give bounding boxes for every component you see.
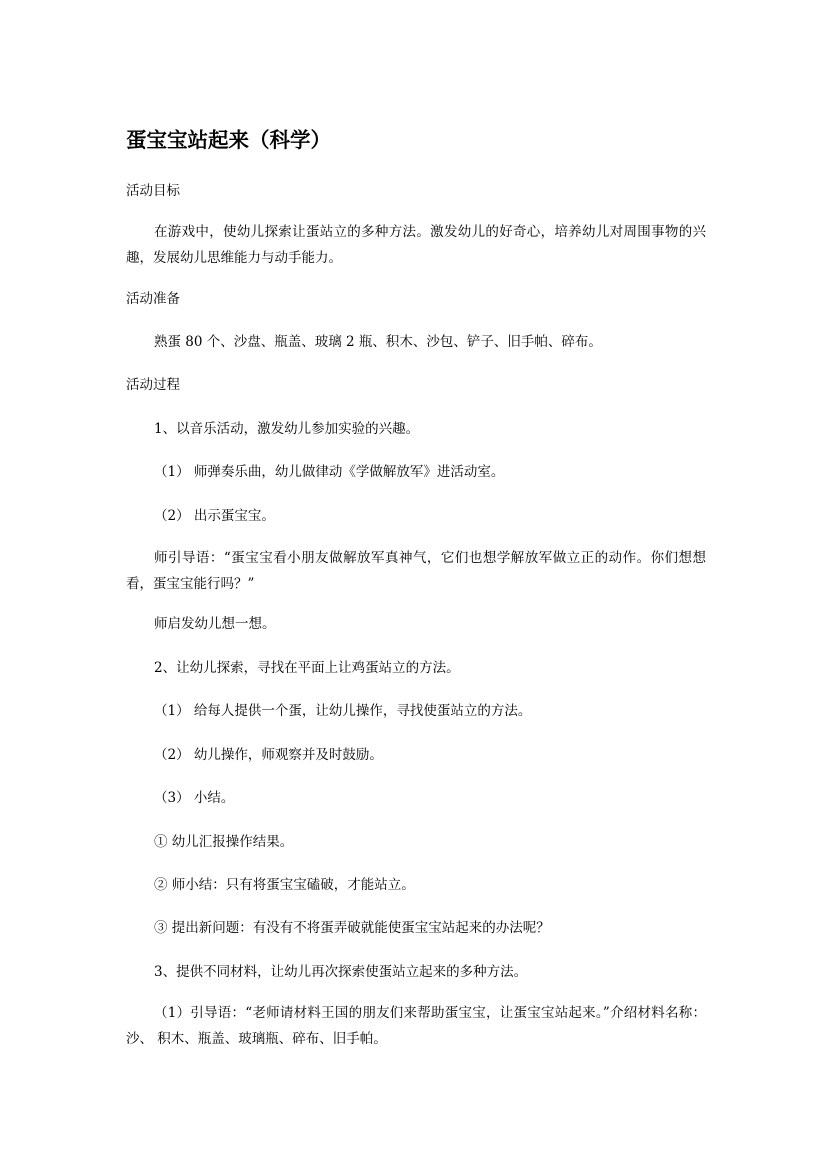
goal-paragraph: 在游戏中，使幼儿探索让蛋站立的多种方法。激发幼儿的好奇心，培养幼儿对周围事物的兴趣，发展幼儿思维能力与动手能力。: [126, 224, 706, 266]
step-1-inspire: 师启发幼儿想一想。: [154, 616, 276, 632]
step-2-3: （3） 小结。: [154, 790, 235, 806]
step-3-1: （1）引导语：“老师请材料王国的朋友们来帮助蛋宝宝，让蛋宝宝站起来。”介绍材料名称：沙、 积木、瓶盖、玻璃瓶、碎布、旧手帕。: [126, 1005, 706, 1047]
process-heading: 活动过程: [126, 377, 180, 393]
step-1-1: （1） 师弹奏乐曲，幼儿做律动《学做解放军》进活动室。: [154, 464, 505, 480]
summary-2: ② 师小结：只有将蛋宝宝磕破，才能站立。: [154, 877, 415, 893]
step-2-1: （1） 给每人提供一个蛋，让幼儿操作，寻找使蛋站立的方法。: [154, 703, 532, 719]
step-3: 3、提供不同材料，让幼儿再次探索使蛋站立起来的多种方法。: [154, 964, 528, 980]
step-2: 2、让幼儿探索，寻找在平面上让鸡蛋站立的方法。: [154, 660, 460, 676]
summary-1: ① 幼儿汇报操作结果。: [154, 834, 294, 850]
step-1: 1、以音乐活动，激发幼儿参加实验的兴趣。: [154, 421, 420, 437]
step-1-quote: 师引导语：“蛋宝宝看小朋友做解放军真神气，它们也想学解放军做立正的动作。你们想想看，蛋宝宝能行吗？”: [126, 550, 706, 592]
goal-heading: 活动目标: [126, 183, 180, 199]
prep-paragraph: 熟蛋 80 个、沙盘、瓶盖、玻璃 2 瓶、积木、沙包、铲子、旧手帕、碎布。: [154, 334, 602, 350]
step-2-2: （2） 幼儿操作，师观察并及时鼓励。: [154, 747, 383, 763]
prep-heading: 活动准备: [126, 291, 180, 307]
page-title: 蛋宝宝站起来（科学）: [126, 128, 331, 152]
summary-3: ③ 提出新问题：有没有不将蛋弄破就能使蛋宝宝站起来的办法呢？: [154, 920, 550, 936]
step-1-2: （2） 出示蛋宝宝。: [154, 508, 275, 524]
